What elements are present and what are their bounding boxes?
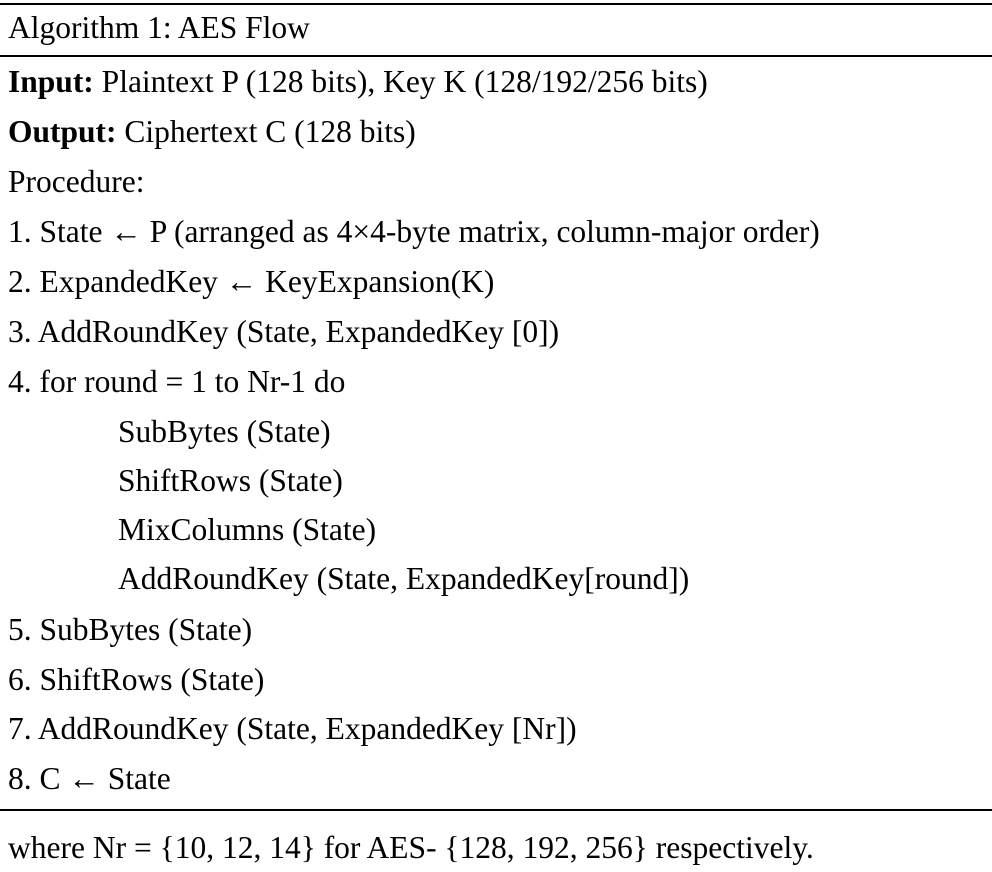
input-text: Plaintext P (128 bits), Key K (128/192/256 bits) xyxy=(93,64,708,99)
algorithm-title: Algorithm 1: AES Flow xyxy=(8,10,310,45)
step-2: 2. ExpandedKey ← KeyExpansion(K) xyxy=(8,264,495,299)
footer-rule xyxy=(0,809,992,811)
step-4: 4. for round = 1 to Nr-1 do xyxy=(8,364,346,399)
procedure-label: Procedure: xyxy=(8,164,145,199)
step-5: 5. SubBytes (State) xyxy=(8,612,253,647)
loop-step-addroundkey: AddRoundKey (State, ExpandedKey[round]) xyxy=(118,561,690,596)
loop-step-subbytes: SubBytes (State) xyxy=(118,414,331,449)
input-line xyxy=(8,62,708,102)
top-rule xyxy=(0,3,992,5)
loop-step-mixcolumns: MixColumns (State) xyxy=(118,512,377,547)
step-3: 3. AddRoundKey (State, ExpandedKey [0]) xyxy=(8,314,560,349)
step-8: 8. C ← State xyxy=(8,761,171,796)
output-line xyxy=(8,112,416,152)
output-text: Ciphertext C (128 bits) xyxy=(116,114,416,149)
footnote: where Nr = {10, 12, 14} for AES- {128, 192, 256} respectively. xyxy=(8,830,814,865)
step-1: 1. State ← P (arranged as 4×4-byte matrix, column-major order) xyxy=(8,214,820,249)
step-7: 7. AddRoundKey (State, ExpandedKey [Nr]) xyxy=(8,711,577,746)
header-rule xyxy=(0,55,992,57)
step-6: 6. ShiftRows (State) xyxy=(8,662,265,697)
loop-step-shiftrows: ShiftRows (State) xyxy=(118,463,343,498)
output-label: Output: xyxy=(8,114,117,149)
input-label: Input: xyxy=(8,64,94,99)
